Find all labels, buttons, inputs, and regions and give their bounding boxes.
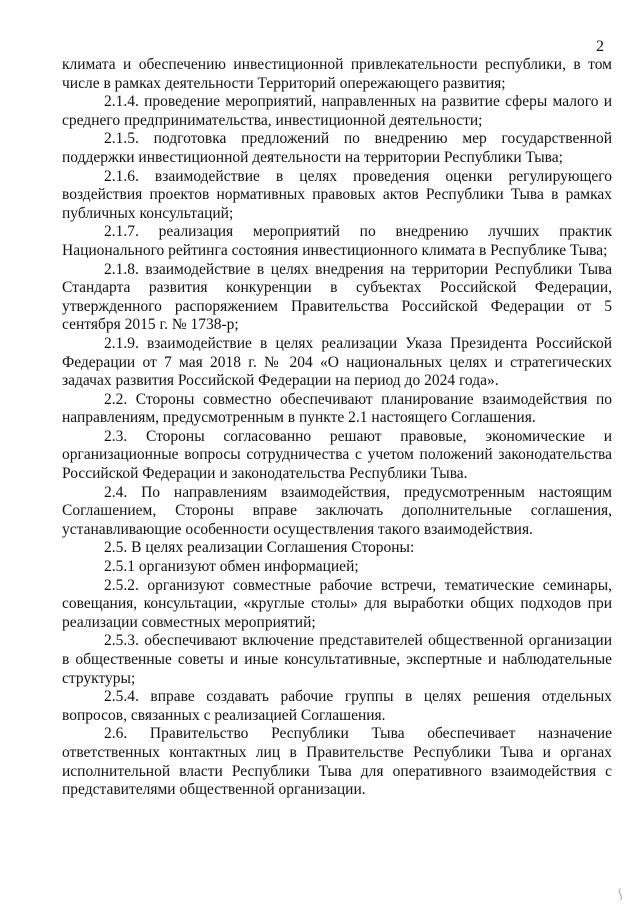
clause-2-6: 2.6. Правительство Республики Тыва обеспечивает назначение ответственных контактных лиц в Правительстве Республики Тыва и органах исполнительной власти Республики Тыва для оперативного взаимодействия с представителями общественной организации. (62, 725, 612, 799)
clause-2-5-1: 2.5.1 организуют обмен информацией; (104, 558, 359, 576)
clause-2-1-4: 2.1.4. проведение мероприятий, направленных на развитие сферы малого и среднего предпринимательства, инвестиционной деятельности; (62, 93, 612, 129)
clause-2-3: 2.3. Стороны согласованно решают правовые, экономические и организационные вопросы сотрудничества с учетом положений законодательства Российской Федерации и законодательства Республики Тыва. (62, 427, 612, 483)
clause-2-4: 2.4. По направлениям взаимодействия, предусмотренным настоящим Соглашением, Стороны вправе заключать дополнительные соглашения, устанавливающие особенности осуществления такого взаимодействия. (62, 483, 612, 538)
clause-2-1-5: 2.1.5. подготовка предложений по внедрению мер государственной поддержки инвестиционной деятельности на территории Республики Тыва; (62, 130, 612, 166)
clause-2-5-4: 2.5.4. вправе создавать рабочие группы в целях решения отдельных вопросов, связанных с реализацией Соглашения. (62, 688, 612, 724)
page-number: 2 (596, 38, 604, 55)
document-body (62, 56, 612, 800)
clause-2-2: 2.2. Стороны совместно обеспечивают планирование взаимодействия по направлениям, предусмотренным в пункте 2.1 настоящего Соглашения. (62, 390, 612, 427)
scan-mark-icon: ʃ (615, 885, 625, 901)
clause-2-5: 2.5. В целях реализации Соглашения Стороны: (104, 539, 415, 557)
paragraph-continuation: климата и обеспечению инвестиционной привлекательности республики, в том числе в рамках деятельности Территорий опережающего развития; (62, 56, 612, 92)
clause-2-1-8: 2.1.8. взаимодействие в целях внедрения на территории Республики Тыва Стандарта развития конкуренции в субъектах Российской Федерации, утвержденного распоряжением Правительства Российской Федерации от 5 сентября 2015 г. № 1738-р; (62, 260, 612, 334)
clause-2-5-2: 2.5.2. организуют совместные рабочие встречи, тематические семинары, совещания, консультации, «круглые столы» для выработки общих подходов при реализации совместных мероприятий; (62, 576, 612, 631)
clause-2-5-3: 2.5.3. обеспечивают включение представителей общественной организации в общественные советы и иные консультативные, экспертные и наблюдательные структуры; (62, 632, 612, 687)
clause-2-1-7: 2.1.7. реализация мероприятий по внедрению лучших практик Национального рейтинга состояния инвестиционного климата в Республике Тыва; (62, 223, 612, 259)
clause-2-1-9: 2.1.9. взаимодействие в целях реализации Указа Президента Российской Федерации от 7 мая 2018 г. № 204 «О национальных целях и стратегических задачах развития Российской Федерации на период до 2024 года». (62, 334, 612, 390)
clause-2-1-6: 2.1.6. взаимодействие в целях проведения оценки регулирующего воздействия проектов нормативных правовых актов Республики Тыва в рамках публичных консультаций; (62, 167, 612, 222)
